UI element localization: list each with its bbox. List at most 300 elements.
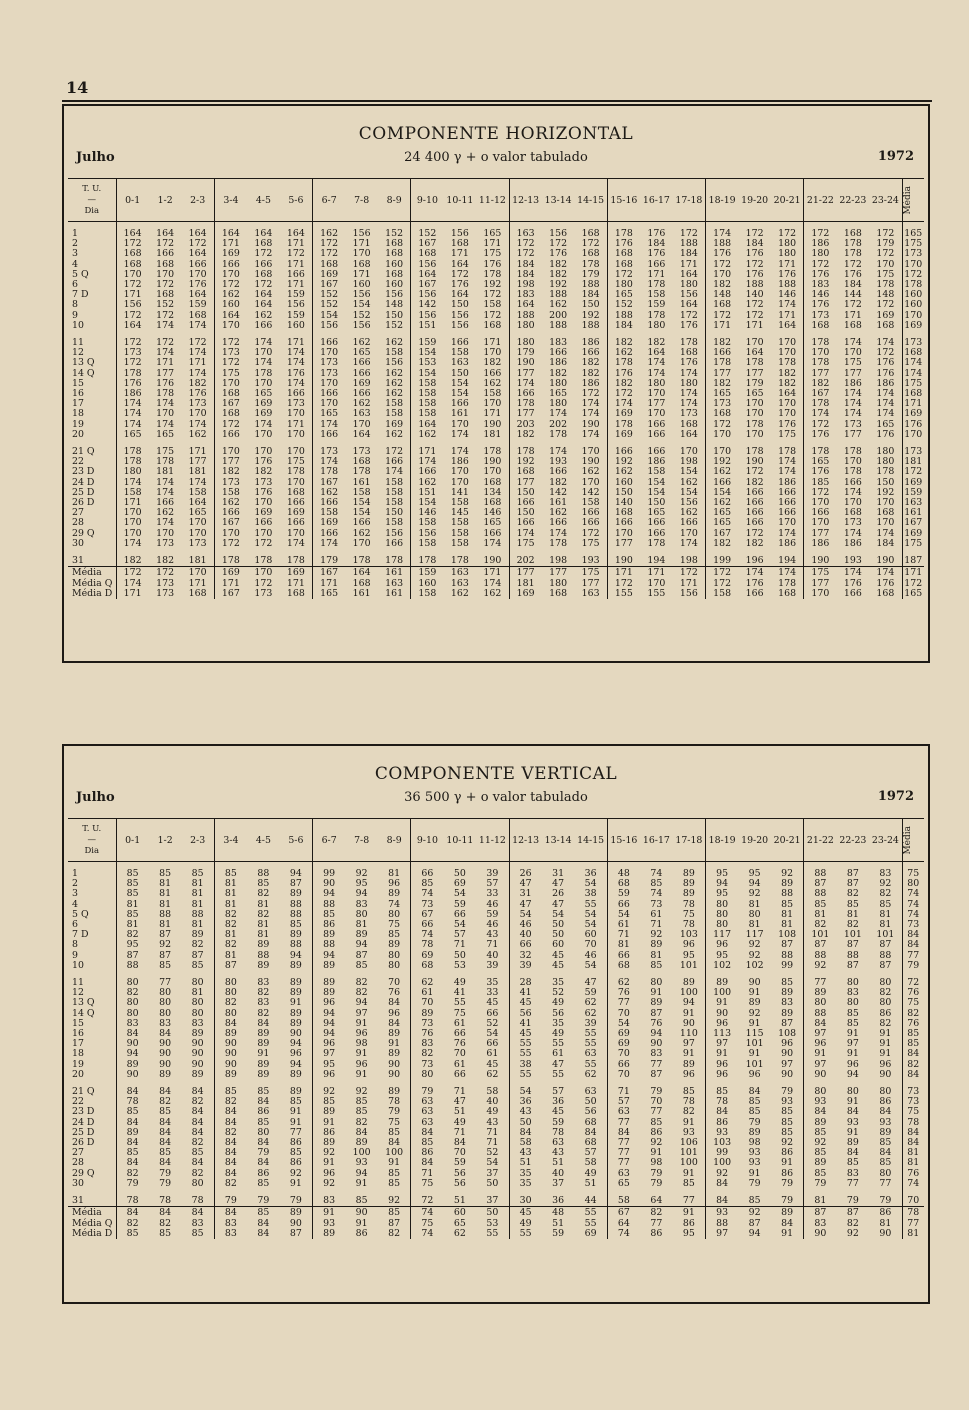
value-cell: 70 xyxy=(453,1147,466,1159)
value-cell: 171 xyxy=(778,258,797,270)
value-cell: 156 xyxy=(385,289,404,301)
footer-value: 64 xyxy=(607,1219,640,1229)
value-cell: 166 xyxy=(509,498,542,508)
hour-header: 3-4 xyxy=(214,179,247,222)
value-cell: 172 xyxy=(483,309,502,321)
horizontal-component-table xyxy=(62,104,930,663)
day-cell: 12 xyxy=(72,987,84,999)
footer-value: 89 xyxy=(280,1207,313,1219)
value-cell: 165 xyxy=(483,517,502,529)
value-cell: 178 xyxy=(352,466,371,478)
footer-value: 158 xyxy=(706,589,739,599)
value-cell: 101 xyxy=(745,1058,764,1070)
value-cell: 96 xyxy=(804,1039,837,1049)
footer-value: 84 xyxy=(257,1227,270,1239)
value-cell: 68 xyxy=(607,879,640,889)
value-cell: 172 xyxy=(214,338,247,348)
value-cell: 158 xyxy=(214,488,247,498)
value-cell: 80 xyxy=(411,1070,444,1080)
value-cell: 90 xyxy=(116,1039,149,1049)
value-cell: 172 xyxy=(254,279,273,291)
value-cell: 166 xyxy=(647,428,666,440)
footer-value: 172 xyxy=(902,579,924,589)
table-row xyxy=(68,539,924,549)
footer-value: 89 xyxy=(313,1229,346,1239)
day-cell: 28 xyxy=(72,1157,84,1169)
value-cell: 166 xyxy=(313,529,346,539)
value-cell: 83 xyxy=(116,1019,149,1029)
value-cell: 78 xyxy=(191,1195,204,1207)
value-cell: 172 xyxy=(286,248,305,260)
value-cell: 55 xyxy=(584,898,597,910)
value-cell: 66 xyxy=(453,1068,466,1080)
value-cell: 91 xyxy=(355,1177,368,1189)
year-label: 1972 xyxy=(877,149,914,164)
footer-value: 83 xyxy=(214,1219,247,1229)
footer-value: 74 xyxy=(607,1229,640,1239)
value-cell: 174 xyxy=(778,527,797,539)
value-cell: 190 xyxy=(581,418,600,430)
value-cell: 57 xyxy=(607,1097,640,1107)
value-cell: 169 xyxy=(607,430,640,440)
footer-value: 177 xyxy=(509,567,542,579)
value-cell: 178 xyxy=(254,555,273,567)
value-cell: 176 xyxy=(188,279,207,291)
value-cell: 166 xyxy=(778,497,797,509)
value-cell: 182 xyxy=(607,338,640,348)
day-cell: 25 D xyxy=(72,1126,95,1138)
value-cell: 41 xyxy=(509,988,542,998)
value-cell: 154 xyxy=(679,486,698,498)
tu-label: T. U. xyxy=(82,183,102,194)
day-cell: 20 xyxy=(72,1068,84,1080)
value-cell: 202 xyxy=(509,556,542,567)
footer-value: 93 xyxy=(313,1219,346,1229)
value-cell: 166 xyxy=(745,507,764,519)
value-cell: 80 xyxy=(257,1126,270,1138)
value-cell: 150 xyxy=(876,476,895,488)
value-cell: 59 xyxy=(453,1157,466,1169)
value-cell: 180 xyxy=(549,398,568,410)
value-cell: 158 xyxy=(385,476,404,488)
value-cell: 85 xyxy=(781,1126,794,1138)
table-row xyxy=(68,321,924,331)
value-cell: 89 xyxy=(682,1058,695,1070)
value-cell: 73 xyxy=(650,898,663,910)
value-cell: 87 xyxy=(846,868,859,879)
value-cell: 58 xyxy=(509,1138,542,1148)
value-cell: 90 xyxy=(191,1038,204,1050)
footer-value: 55 xyxy=(509,1229,542,1239)
value-cell: 167 xyxy=(313,280,346,290)
day-cell: 5 Q xyxy=(72,908,89,920)
value-cell: 170 xyxy=(352,248,371,260)
value-cell: 82 xyxy=(257,1007,270,1019)
day-cell: 31 xyxy=(72,1195,84,1207)
media-cell: 84 xyxy=(902,1049,924,1059)
value-cell: 178 xyxy=(745,418,764,430)
footer-value: 51 xyxy=(552,1217,565,1229)
value-cell: 192 xyxy=(876,486,895,498)
value-cell: 174 xyxy=(679,367,698,379)
value-cell: 33 xyxy=(486,987,499,999)
value-cell: 97 xyxy=(706,1039,739,1049)
footer-value: 168 xyxy=(286,587,305,599)
footer-value: 85 xyxy=(247,1207,280,1219)
footer-value: 181 xyxy=(509,579,542,589)
value-cell: 170 xyxy=(778,517,797,529)
value-cell: 94 xyxy=(313,1029,346,1039)
value-cell: 85 xyxy=(411,1138,444,1148)
hour-header: 20-21 xyxy=(771,819,804,862)
value-cell: 172 xyxy=(843,299,862,311)
value-cell: 169 xyxy=(254,398,273,410)
value-cell: 89 xyxy=(748,1126,761,1138)
value-cell: 159 xyxy=(647,299,666,311)
value-cell: 171 xyxy=(647,268,666,280)
hour-header: 6-7 xyxy=(313,179,346,222)
value-cell: 172 xyxy=(804,260,837,270)
value-cell: 174 xyxy=(679,388,698,400)
value-cell: 174 xyxy=(876,388,895,400)
value-cell: 80 xyxy=(214,988,247,998)
value-cell: 172 xyxy=(745,299,764,311)
value-cell: 169 xyxy=(352,377,371,389)
value-cell: 71 xyxy=(650,919,663,931)
value-cell: 186 xyxy=(778,476,797,488)
value-cell: 182 xyxy=(706,379,739,389)
value-cell: 174 xyxy=(647,357,666,369)
data-table xyxy=(68,818,924,1239)
value-cell: 172 xyxy=(188,337,207,349)
value-cell: 174 xyxy=(156,319,175,331)
value-cell: 82 xyxy=(879,888,892,900)
value-cell: 168 xyxy=(607,508,640,518)
value-cell: 174 xyxy=(116,478,149,488)
media-cell: 84 xyxy=(902,940,924,950)
value-cell: 94 xyxy=(355,888,368,900)
value-cell: 174 xyxy=(116,420,149,430)
media-cell: 84 xyxy=(902,1128,924,1138)
value-cell: 158 xyxy=(188,486,207,498)
value-cell: 148 xyxy=(706,290,739,300)
value-cell: 174 xyxy=(843,527,862,539)
value-cell: 91 xyxy=(781,1157,794,1169)
value-cell: 158 xyxy=(411,518,444,528)
value-cell: 52 xyxy=(486,1017,499,1029)
value-cell: 140 xyxy=(607,498,640,508)
value-cell: 168 xyxy=(214,409,247,419)
value-cell: 85 xyxy=(804,1128,837,1138)
value-cell: 81 xyxy=(804,1196,837,1207)
value-cell: 36 xyxy=(552,1195,565,1207)
value-cell: 81 xyxy=(159,919,172,931)
value-cell: 170 xyxy=(352,418,371,430)
value-cell: 174 xyxy=(778,466,797,478)
value-cell: 177 xyxy=(509,369,542,379)
value-cell: 170 xyxy=(804,498,837,508)
value-cell: 83 xyxy=(650,1048,663,1060)
value-cell: 54 xyxy=(607,910,640,920)
value-cell: 45 xyxy=(552,1106,565,1118)
value-cell: 94 xyxy=(682,997,695,1009)
value-cell: 176 xyxy=(804,430,837,440)
value-cell: 174 xyxy=(483,537,502,549)
value-cell: 190 xyxy=(876,555,895,567)
value-cell: 174 xyxy=(188,367,207,379)
value-cell: 172 xyxy=(706,260,739,270)
value-cell: 180 xyxy=(647,377,666,389)
hour-header: 12-13 xyxy=(509,819,542,862)
value-cell: 96 xyxy=(879,1058,892,1070)
value-cell: 54 xyxy=(453,919,466,931)
hour-header: 11-12 xyxy=(476,819,509,862)
value-cell: 91 xyxy=(650,987,663,999)
value-cell: 78 xyxy=(552,1126,565,1138)
value-cell: 170 xyxy=(116,529,149,539)
value-cell: 162 xyxy=(385,428,404,440)
value-cell: 55 xyxy=(584,1028,597,1040)
value-cell: 50 xyxy=(453,949,466,961)
value-cell: 158 xyxy=(450,517,469,529)
footer-value: 89 xyxy=(771,1207,804,1219)
value-cell: 186 xyxy=(549,357,568,369)
value-cell: 81 xyxy=(214,951,247,961)
value-cell: 178 xyxy=(509,447,542,457)
footer-value: 93 xyxy=(706,1207,739,1219)
value-cell: 83 xyxy=(191,1017,204,1029)
value-cell: 174 xyxy=(450,446,469,458)
value-cell: 66 xyxy=(509,940,542,950)
value-cell: 156 xyxy=(116,300,149,310)
value-cell: 146 xyxy=(411,508,444,518)
value-cell: 180 xyxy=(778,248,797,260)
value-cell: 170 xyxy=(450,466,469,478)
table-title: COMPONENTE HORIZONTAL xyxy=(358,124,634,144)
footer-value: 161 xyxy=(352,587,371,599)
value-cell: 85 xyxy=(289,919,302,931)
media-cell: 165 xyxy=(902,229,924,239)
value-cell: 182 xyxy=(509,430,542,440)
value-cell: 90 xyxy=(214,1039,247,1049)
value-cell: 166 xyxy=(706,478,739,488)
value-cell: 62 xyxy=(607,978,640,988)
value-cell: 93 xyxy=(846,1116,859,1128)
footer-row xyxy=(68,1229,924,1239)
value-cell: 166 xyxy=(313,389,346,399)
value-cell: 158 xyxy=(385,497,404,509)
value-cell: 158 xyxy=(581,497,600,509)
value-cell: 82 xyxy=(411,1049,444,1059)
footer-value: 91 xyxy=(673,1207,706,1219)
value-cell: 91 xyxy=(289,997,302,1009)
value-cell: 85 xyxy=(781,1106,794,1118)
value-cell: 88 xyxy=(781,949,794,961)
value-cell: 95 xyxy=(313,1060,346,1070)
value-cell: 174 xyxy=(679,537,698,549)
table-title: COMPONENTE VERTICAL xyxy=(374,764,618,784)
value-cell: 171 xyxy=(843,309,862,321)
value-cell: 81 xyxy=(748,898,761,910)
value-cell: 84 xyxy=(159,1086,172,1098)
value-cell: 168 xyxy=(254,268,273,280)
value-cell: 45 xyxy=(486,997,499,1009)
value-cell: 172 xyxy=(607,389,640,399)
value-cell: 164 xyxy=(411,420,444,430)
media-cell: 181 xyxy=(902,457,924,467)
value-cell: 59 xyxy=(584,987,597,999)
value-cell: 178 xyxy=(876,279,895,291)
value-cell: 172 xyxy=(254,537,273,549)
value-cell: 178 xyxy=(385,555,404,567)
day-cell: 11 xyxy=(72,977,84,989)
value-cell: 84 xyxy=(159,1116,172,1128)
value-cell: 83 xyxy=(257,997,270,1009)
value-cell: 91 xyxy=(682,1007,695,1019)
value-cell: 91 xyxy=(682,1116,695,1128)
value-cell: 80 xyxy=(879,997,892,1009)
value-cell: 168 xyxy=(156,289,175,301)
value-cell: 162 xyxy=(411,430,444,440)
media-cell: 72 xyxy=(902,978,924,988)
day-cell: 6 xyxy=(72,919,78,931)
value-cell: 156 xyxy=(549,228,568,239)
value-cell: 81 xyxy=(116,920,149,930)
value-cell: 166 xyxy=(745,517,764,529)
footer-value: 74 xyxy=(411,1229,444,1239)
value-cell: 96 xyxy=(313,1169,346,1179)
value-cell: 79 xyxy=(411,1087,444,1097)
value-cell: 172 xyxy=(843,258,862,270)
value-cell: 89 xyxy=(650,997,663,1009)
footer-value: 166 xyxy=(745,587,764,599)
value-cell: 173 xyxy=(804,311,837,321)
footer-label: Média D xyxy=(72,587,113,599)
value-cell: 71 xyxy=(453,1126,466,1138)
value-cell: 90 xyxy=(159,1058,172,1070)
value-cell: 170 xyxy=(706,270,739,280)
value-cell: 83 xyxy=(411,1039,444,1049)
footer-value: 91 xyxy=(355,1217,368,1229)
value-cell: 94 xyxy=(313,1019,346,1029)
value-cell: 158 xyxy=(385,347,404,359)
value-cell: 48 xyxy=(607,869,640,879)
media-cell: 85 xyxy=(902,1029,924,1039)
value-cell: 84 xyxy=(116,1158,149,1168)
footer-value: 171 xyxy=(313,579,346,589)
footer-value: 65 xyxy=(453,1217,466,1229)
value-cell: 165 xyxy=(706,389,739,399)
value-cell: 89 xyxy=(257,959,270,971)
value-cell: 174 xyxy=(706,229,739,239)
value-cell: 170 xyxy=(843,497,862,509)
value-cell: 70 xyxy=(607,1049,640,1059)
value-cell: 174 xyxy=(411,457,444,467)
media-cell: 74 xyxy=(902,910,924,920)
value-cell: 80 xyxy=(748,908,761,920)
value-cell: 172 xyxy=(483,289,502,301)
media-cell: 73 xyxy=(902,920,924,930)
value-cell: 91 xyxy=(289,1177,302,1189)
value-cell: 108 xyxy=(778,1028,797,1040)
value-cell: 66 xyxy=(411,869,444,879)
value-cell: 162 xyxy=(254,309,273,321)
value-cell: 169 xyxy=(607,409,640,419)
value-cell: 54 xyxy=(584,919,597,931)
value-cell: 89 xyxy=(388,1086,401,1098)
value-cell: 174 xyxy=(254,418,273,430)
value-cell: 190 xyxy=(607,556,640,567)
value-cell: 92 xyxy=(748,939,761,951)
day-cell: 23 D xyxy=(72,466,95,478)
value-cell: 164 xyxy=(647,347,666,359)
value-cell: 38 xyxy=(509,1060,542,1070)
value-cell: 66 xyxy=(607,1060,640,1070)
footer-value: 159 xyxy=(411,567,444,579)
value-cell: 80 xyxy=(214,1009,247,1019)
value-cell: 162 xyxy=(188,428,207,440)
value-cell: 82 xyxy=(214,910,247,920)
value-cell: 99 xyxy=(706,1148,739,1158)
footer-value: 75 xyxy=(411,1219,444,1229)
value-cell: 26 xyxy=(509,869,542,879)
value-cell: 84 xyxy=(706,1179,739,1189)
value-cell: 113 xyxy=(706,1029,739,1039)
footer-value: 85 xyxy=(378,1207,411,1219)
footer-value: 172 xyxy=(607,579,640,589)
value-cell: 85 xyxy=(879,1157,892,1169)
value-cell: 79 xyxy=(781,1086,794,1098)
value-cell: 190 xyxy=(509,358,542,368)
value-cell: 154 xyxy=(679,466,698,478)
value-cell: 170 xyxy=(745,408,764,420)
value-cell: 190 xyxy=(581,456,600,468)
value-cell: 85 xyxy=(159,868,172,879)
value-cell: 92 xyxy=(879,878,892,890)
value-cell: 92 xyxy=(289,1167,302,1179)
dash: — xyxy=(87,194,96,205)
footer-value: 174 xyxy=(837,567,870,579)
value-cell: 178 xyxy=(706,358,739,368)
value-cell: 61 xyxy=(453,1058,466,1070)
value-cell: 171 xyxy=(450,248,469,260)
value-cell: 156 xyxy=(352,319,371,331)
value-cell: 170 xyxy=(745,337,764,349)
footer-value: 87 xyxy=(388,1217,401,1229)
footer-value: 92 xyxy=(846,1227,859,1239)
table-header xyxy=(64,106,928,176)
value-cell: 64 xyxy=(650,1195,663,1207)
value-cell: 96 xyxy=(388,878,401,890)
footer-value: 83 xyxy=(214,1229,247,1239)
value-cell: 184 xyxy=(607,321,640,331)
value-cell: 184 xyxy=(679,248,698,260)
value-cell: 89 xyxy=(313,930,346,940)
value-cell: 175 xyxy=(156,446,175,458)
value-cell: 166 xyxy=(778,507,797,519)
footer-label: Média xyxy=(68,567,116,579)
value-cell: 84 xyxy=(804,1019,837,1029)
value-cell: 68 xyxy=(584,1116,597,1128)
value-cell: 174 xyxy=(876,408,895,420)
day-cell: 8 xyxy=(72,299,78,311)
value-cell: 84 xyxy=(388,997,401,1009)
value-cell: 156 xyxy=(385,527,404,539)
footer-value: 158 xyxy=(411,589,444,599)
value-cell: 78 xyxy=(682,898,695,910)
media-cell: 172 xyxy=(902,270,924,280)
header-rule xyxy=(62,100,932,102)
